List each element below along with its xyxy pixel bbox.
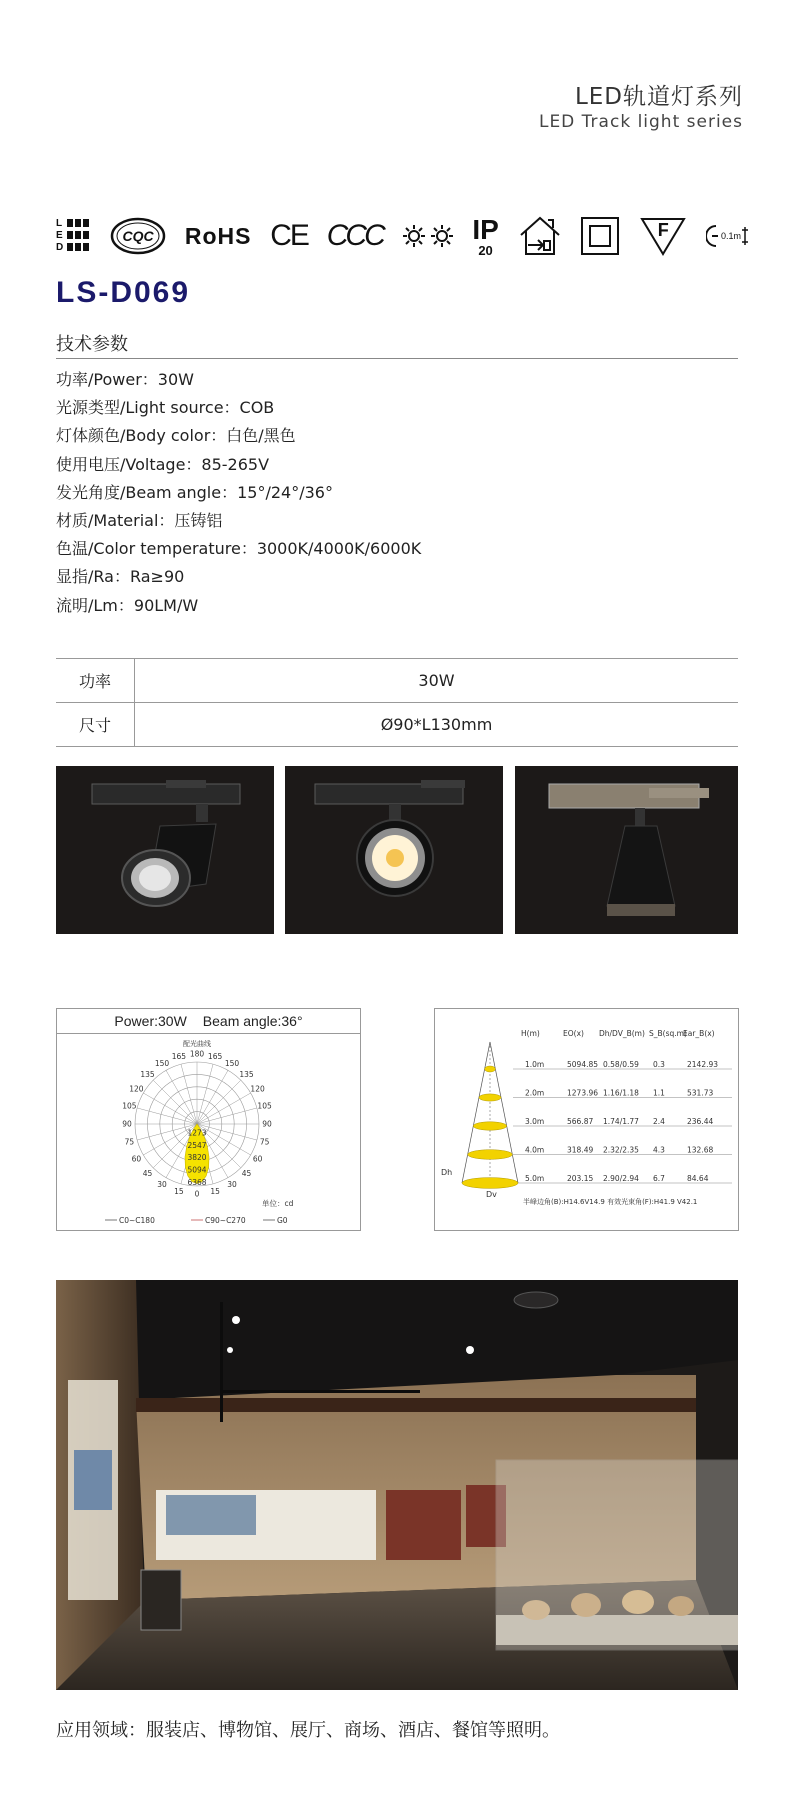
polar-intensity-label: 3820 [187,1153,207,1163]
polar-intensity-label: 1273 [187,1128,207,1138]
table-row [56,659,738,703]
ip-rating-badge: IP 20 [472,213,499,258]
beam-spot-ellipse [479,1094,501,1101]
certification-row [56,212,748,260]
polar-angle-label: 135 [239,1070,254,1079]
beam-table-cell: 2.4 [653,1117,665,1126]
polar-legend-item: G0 [277,1216,288,1225]
polar-unit: 单位：cd [262,1199,294,1208]
beam-table-cell: 2.32/2.35 [603,1145,639,1155]
chart-beam-angle: Beam angle:36° [202,1013,303,1029]
polar-angle-label: 150 [224,1058,240,1068]
beam-cone-edge [490,1042,518,1183]
row-label: 尺寸 [56,703,135,747]
polar-angle-label: 105 [122,1101,137,1111]
spec-beam-angle: 发光角度/Beam angle：15°/24°/36° [56,482,333,502]
ce-mark: CE [270,219,308,252]
beam-table-cell: 203.15 [567,1174,594,1183]
polar-angle-label: 150 [154,1058,170,1068]
polar-grid-spoke [197,1093,251,1124]
spec-ra: 显指/Ra：Ra≥90 [56,567,185,587]
beam-spot-ellipse [485,1066,496,1072]
beam-table-cell: 1.74/1.77 [603,1117,639,1126]
row-value: Ø90*L130mm [135,703,739,747]
beam-table-cell: 132.68 [687,1145,714,1155]
spec-lumen: 流明/Lm：90LM/W [56,595,199,615]
polar-grid-spoke [197,1108,257,1124]
polar-angle-label: 90 [262,1119,272,1129]
beam-illuminance-chart [434,1008,739,1231]
product-photo-side [515,766,738,934]
polar-angle-label: 15 [210,1187,220,1197]
polar-angle-label: 165 [207,1051,223,1061]
polar-angle-label: 135 [140,1070,155,1079]
beam-table-cell: 84.64 [687,1174,709,1183]
chart-power: Power:30W [114,1013,187,1029]
beam-table-cell: 0.3 [653,1060,665,1069]
specs-divider [56,358,738,359]
beam-table-cell: 236.44 [687,1117,714,1126]
polar-angle-label: 90 [122,1119,132,1129]
beam-table-header: H(m) [521,1029,540,1038]
polar-legend-item: C90~C270 [205,1216,246,1225]
led-efficiency-icon: L E D [56,214,91,258]
beam-table-cell: 4.3 [653,1145,665,1155]
polar-caption: 配光曲线 [183,1040,211,1048]
beam-table-cell: 1.1 [653,1088,665,1098]
beam-cone-edge [462,1042,490,1183]
rohs-mark: RoHS [184,222,252,249]
polar-grid-spoke [153,1080,197,1124]
indoor-use-icon [518,214,562,258]
spec-power: 功率/Power：30W [56,370,194,389]
polar-grid-spoke [181,1064,197,1124]
spec-light-source: 光源类型/Light source：COB [56,398,275,418]
polar-distribution-chart [56,1008,361,1231]
beam-table-cell: 318.49 [567,1145,594,1155]
beam-dh-label: Dh [441,1168,453,1177]
polar-legend-item: C0~C180 [119,1216,155,1225]
polar-angle-label: 15 [174,1187,184,1197]
polar-grid-spoke [166,1070,197,1124]
beam-footer: 半峰边角(B):H14.6V14.9 有效光束角(F):H41.9 V42.1 [523,1198,698,1206]
row-label: 功率 [56,659,135,703]
application-areas: 应用领域：服装店、博物馆、展厅、商场、酒店、餐馆等照明。 [56,1720,560,1741]
cqc-mark-icon: CQC [110,214,166,258]
polar-grid-spoke [197,1064,213,1124]
beam-table-header: S_B(sq.m) [649,1029,687,1038]
polar-grid-spoke [197,1070,228,1124]
series-title-cn: LED轨道灯系列 [574,84,743,110]
beam-spot-ellipse [473,1122,506,1130]
polar-intensity-label: 5094 [187,1165,207,1175]
polar-angle-label: 45 [142,1169,153,1178]
polar-angle-label: 165 [171,1051,187,1061]
indoor-sun-icon [402,214,454,258]
beam-table-cell: 531.73 [687,1088,714,1098]
polar-angle-label: 30 [157,1180,167,1190]
min-distance-icon: 0.1m [706,214,748,258]
beam-table-header: Ear_B(x) [683,1029,715,1038]
spec-material: 材质/Material：压铸铝 [56,511,223,531]
beam-table-cell: 5.0m [525,1174,545,1183]
polar-grid-spoke [137,1108,197,1124]
polar-angle-label: 60 [252,1154,263,1164]
polar-angle-label: 75 [124,1137,135,1147]
specs-title: 技术参数 [56,334,128,355]
beam-table-cell: 4.0m [525,1145,545,1155]
polar-grid-spoke [143,1093,197,1124]
beam-table-cell: 2.0m [525,1088,545,1098]
spec-color-temperature: 色温/Color temperature：3000K/4000K/6000K [56,539,422,559]
polar-angle-label: 180 [189,1049,205,1059]
beam-table-cell: 566.87 [567,1117,594,1126]
beam-spot-ellipse [462,1178,518,1189]
polar-angle-label: 30 [227,1180,237,1190]
class-ii-icon [580,214,620,258]
polar-intensity-label: 2547 [187,1140,207,1150]
table-row [56,703,738,747]
beam-spot-ellipse [468,1150,513,1160]
application-scene-photo [56,1280,738,1690]
spec-body-color: 灯体颜色/Body color：白色/黑色 [56,426,296,446]
beam-table-cell: 3.0m [525,1117,545,1126]
model-number: LS-D069 [56,276,191,309]
polar-angle-label: 45 [241,1169,252,1178]
dimensions-table [56,658,738,747]
beam-table-cell: 0.58/0.59 [603,1060,639,1069]
spec-voltage: 使用电压/Voltage：85-265V [56,454,270,474]
polar-angle-label: 0 [194,1189,200,1199]
f-mark-icon: F [639,214,687,258]
polar-grid-spoke [197,1080,241,1124]
beam-table-header: EO(x) [563,1029,584,1038]
polar-angle-label: 60 [131,1154,142,1164]
polar-angle-label: 75 [259,1137,270,1147]
polar-angle-label: 105 [257,1101,272,1111]
product-photo-front [285,766,503,934]
beam-table-cell: 1273.96 [567,1088,599,1098]
beam-dv-label: Dv [486,1190,497,1199]
beam-table-cell: 2142.93 [687,1060,719,1069]
beam-table-cell: 5094.85 [567,1060,599,1069]
polar-intensity-label: 6368 [187,1178,207,1187]
polar-angle-label: 120 [250,1084,265,1094]
beam-table-cell: 2.90/2.94 [603,1174,639,1183]
series-title-en: LED Track light series [538,112,743,132]
beam-table-header: Dh/DV_B(m) [599,1029,645,1038]
polar-angle-label: 120 [129,1084,144,1094]
row-value: 30W [135,659,739,703]
beam-table-cell: 1.0m [525,1060,545,1069]
ccc-mark: CCC [326,219,383,252]
beam-table-cell: 6.7 [653,1174,665,1183]
product-photo-angled [56,766,274,934]
specs-list [56,366,421,620]
beam-table-cell: 1.16/1.18 [603,1088,639,1098]
